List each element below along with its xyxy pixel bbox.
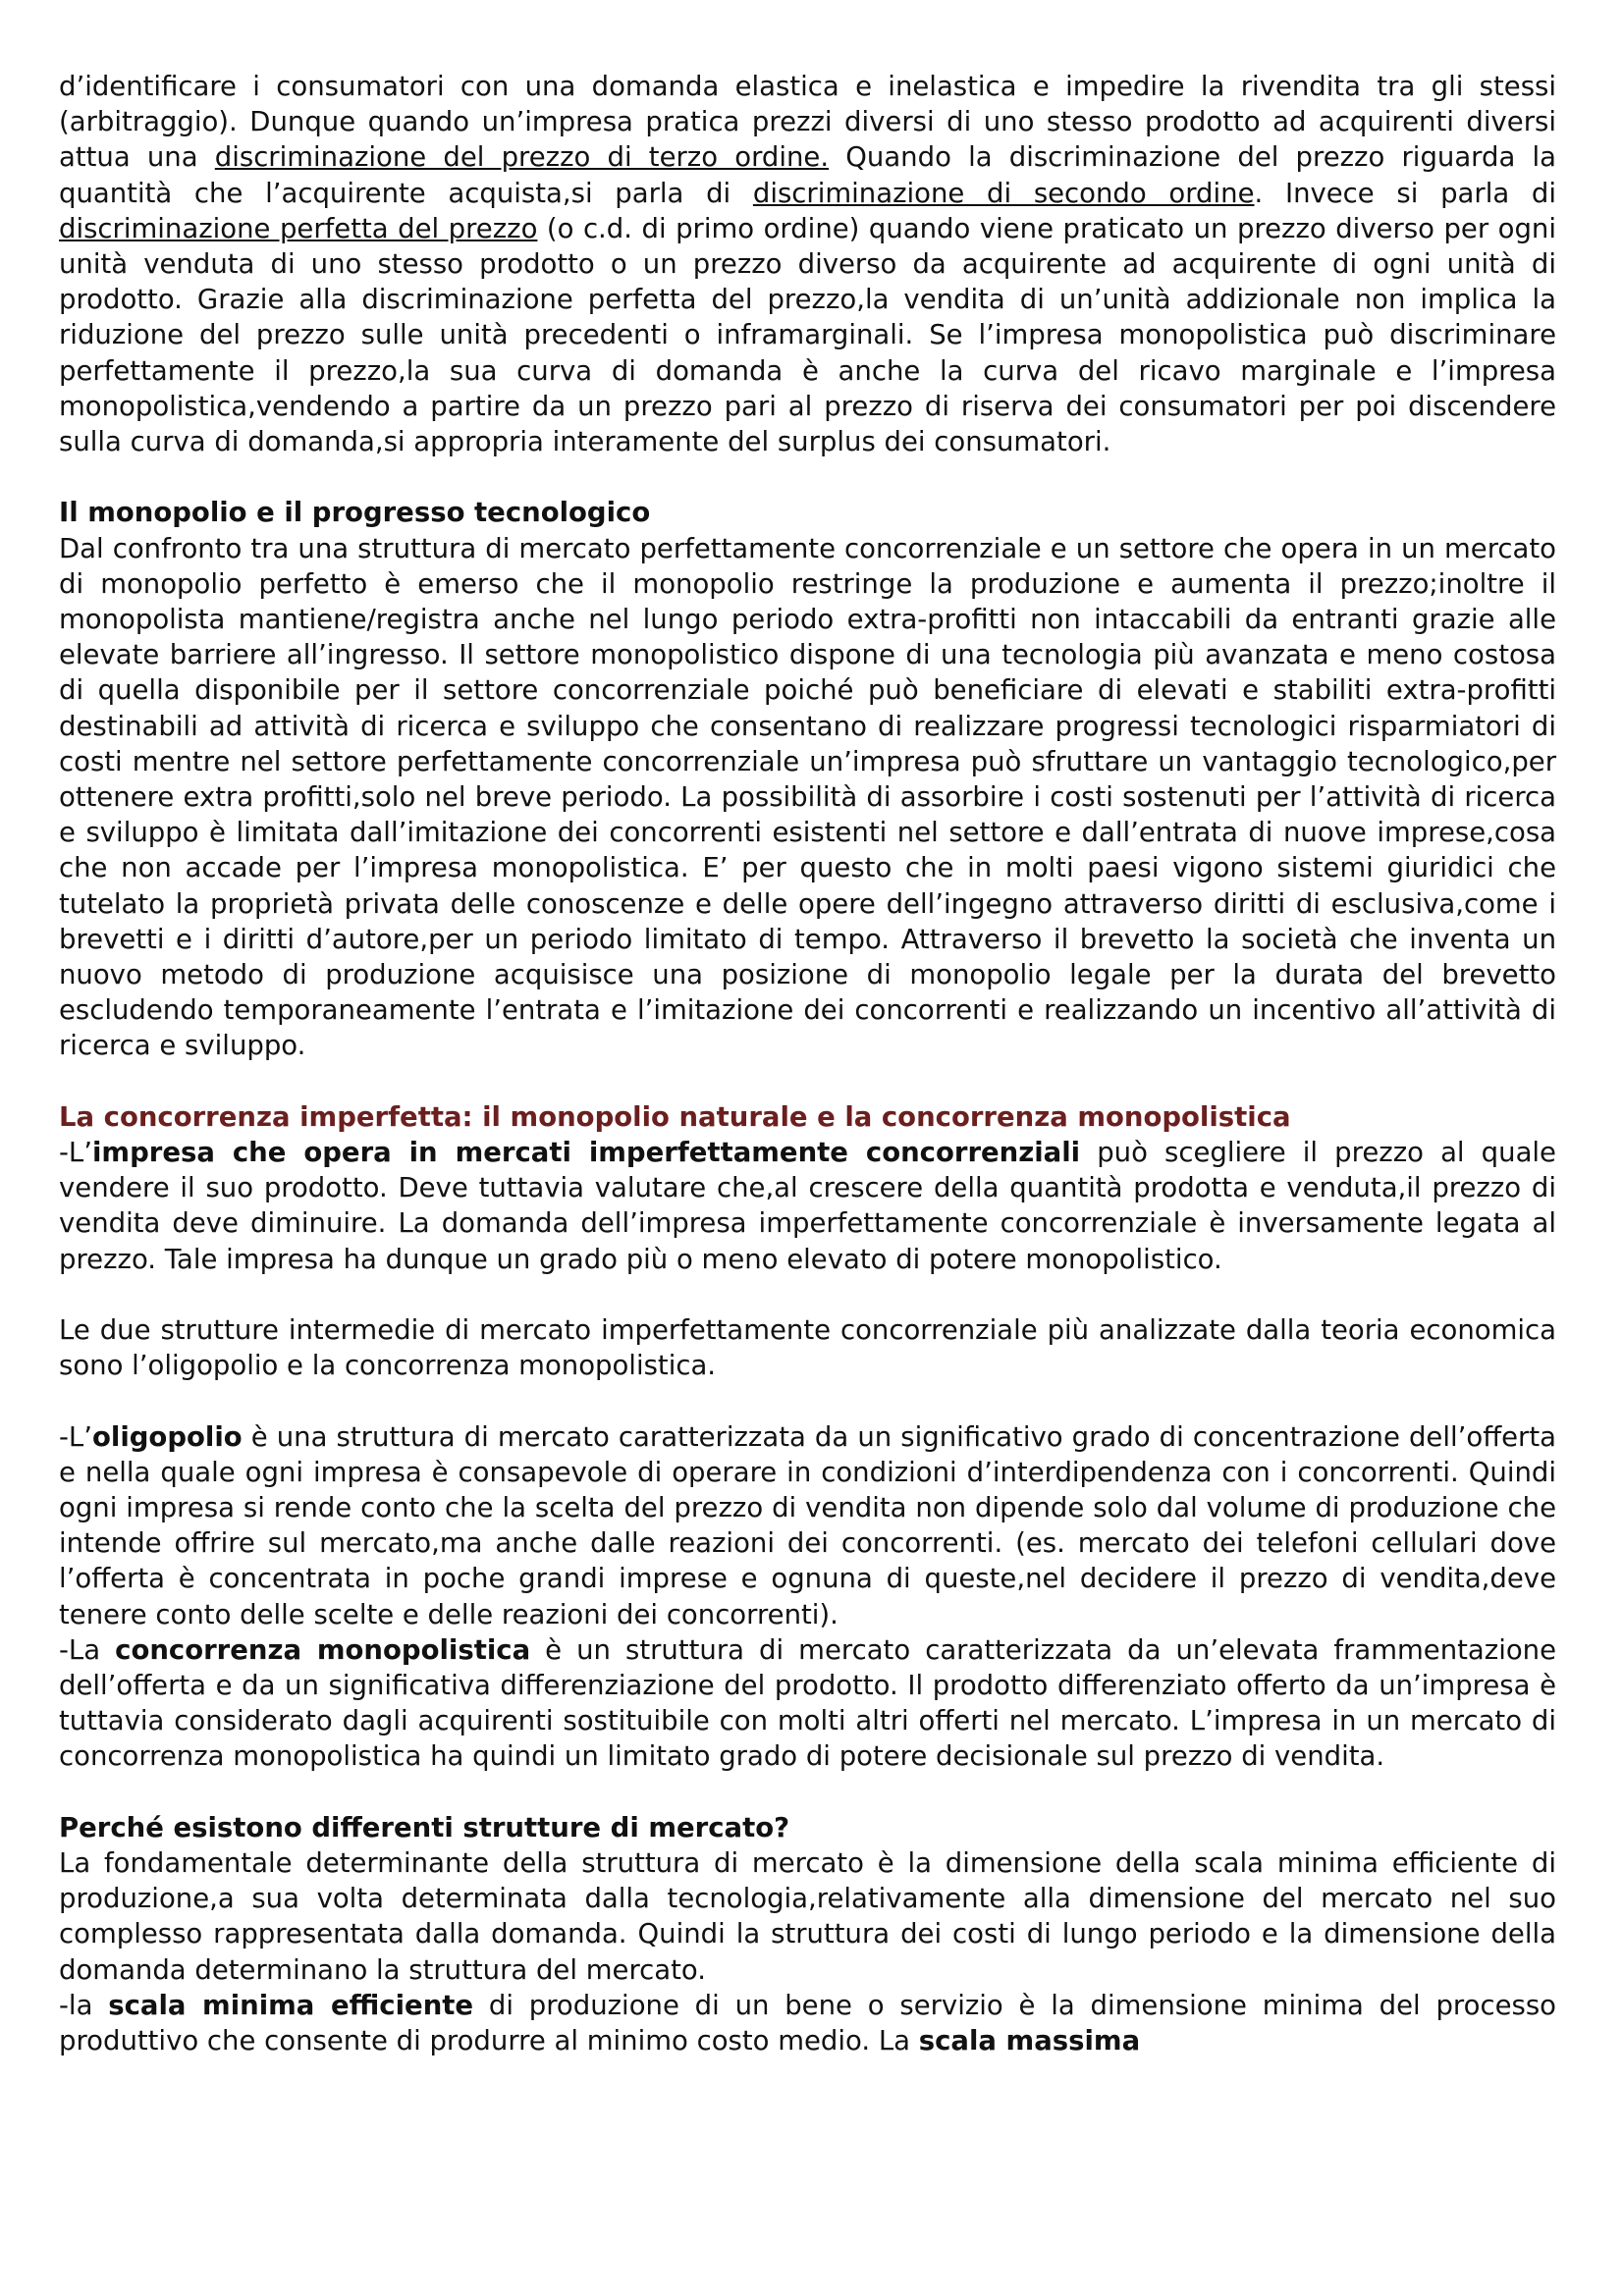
text-run: -L’ — [59, 1420, 92, 1453]
document-page — [59, 69, 1556, 2058]
paragraph-minimum-efficient-scale — [59, 1988, 1556, 2058]
text-run: -La — [59, 1633, 116, 1666]
text-run: (o c.d. di primo ordine) quando viene praticato un prezzo diverso per ogni unità venduta di uno stesso prodotto o un prezzo diverso da acquirente ad acquirente di ogni unità di prodotto. Grazie alla discriminazione perfetta del prezzo,la vendita di un’unità addizionale non implica la riduzione del prezzo sulle unità precedenti o inframarginali. Se l’impresa monopolistica può discriminare perfettamente il prezzo,la sua curva di domanda è anche la curva del ricavo marginale e l’impresa monopolistica,vendendo a partire da un prezzo pari al prezzo di riserva dei consumatori per poi discendere sulla curva di domanda,si appropria interamente del surplus dei consumatori. — [59, 212, 1556, 458]
bold-term-monopolistic-competition: concorrenza monopolistica — [115, 1633, 531, 1666]
bold-term-minimum-efficient-scale: scala minima efficiente — [108, 1989, 474, 2021]
heading-monopoly-technology: Il monopolio e il progresso tecnologico — [59, 497, 651, 529]
underlined-term-third-degree: discriminazione del prezzo di terzo ordine. — [214, 141, 830, 174]
paragraph-market-structure-determinant: La fondamentale determinante della struttura di mercato è la dimensione della scala minima efficiente di produzione,a sua volta determinata dalla tecnologia,relativamente alla dimensione del mercato nel suo complesso rappresentata dalla domanda. Quindi la struttura dei costi di lungo periodo e la dimensione della domanda determinano la struttura del mercato. — [59, 1847, 1556, 1986]
text-run: -la — [59, 1989, 109, 2021]
text-run: -L’ — [59, 1137, 92, 1169]
text-run: è un struttura di mercato caratterizzata da un’elevata frammentazione dell’offerta e da un significativa differenziazione del prodotto. Il prodotto differenziato offerto da un’impresa è tuttavia considerato dagli acquirenti sostituibile con molti altri offerti nel mercato. L’impresa in un mercato di concorrenza monopolistica ha quindi un limitato grado di potere decisionale sul prezzo di vendita. — [59, 1633, 1557, 1773]
underlined-term-perfect-discrimination: discriminazione perfetta del prezzo — [59, 212, 538, 244]
text-run: . Invece si parla di — [1254, 177, 1556, 209]
bold-term-maximum-scale: scala massima — [918, 2025, 1141, 2057]
underlined-term-second-degree: discriminazione di secondo ordine — [752, 177, 1255, 209]
paragraph-monopoly-technology: Dal confronto tra una struttura di mercato perfettamente concorrenziale e un settore che opera in un mercato di monopolio perfetto è emerso che il monopolio restringe la produzione e aumenta il prezzo;inoltre il monopolista mantiene/registra anche nel lungo periodo extra-profitti non intaccabili da entranti grazie alle elevate barriere all’ingresso. Il settore monopolistico dispone di una tecnologia più avanzata e meno costosa di quella disponibile per il settore concorrenziale poiché può beneficiare di elevati e stabiliti extra-profitti destinabili ad attività di ricerca e sviluppo che consentano di realizzare progressi tecnologici risparmiatori di costi mentre nel settore perfettamente concorrenziale un’impresa può sfruttare un vantaggio tecnologico,per ottenere extra profitti,solo nel breve periodo. La possibilità di assorbire i costi sostenuti per l’attività di ricerca e sviluppo è limitata dall’imitazione dei concorrenti esistenti nel settore e dall’entrata di nuove imprese,cosa che non accade per l’impresa monopolistica. E’ per questo che in molti paesi vigono sistemi giuridici che tutelato la proprietà privata delle conoscenze e delle opere dell’ingegno attraverso diritti di esclusiva,come i brevetti e i diritti d’autore,per un periodo limitato di tempo. Attraverso il brevetto la società che inventa un nuovo metodo di produzione acquisisce una posizione di monopolio legale per la durata del brevetto escludendo temporaneamente l’entrata e l’imitazione dei concorrenti e realizzando un incentivo all’attività di ricerca e sviluppo. — [59, 532, 1556, 1062]
paragraph-spacer — [59, 1277, 1556, 1312]
bold-term-imperfect-firm: impresa che opera in mercati imperfettamente concorrenziali — [92, 1137, 1081, 1169]
paragraph-spacer — [59, 1064, 1556, 1099]
paragraph-price-discrimination — [59, 69, 1556, 459]
text-run: di produzione di un bene o servizio è la dimensione minima del processo produttivo che consente di produrre al minimo costo medio. La — [59, 1989, 1556, 2057]
paragraph-monopolistic-competition — [59, 1632, 1556, 1775]
text-run: è una struttura di mercato caratterizzata da un significativo grado di concentrazione dell’offerta e nella quale ogni impresa è consapevole di operare in condizioni d’interdipendenza con i concorrenti. Quindi ogni impresa si rende conto che la scelta del prezzo di vendita non dipende solo dal volume di produzione che intende offrire sul mercato,ma anche dalle reazioni dei concorrenti. (es. mercato dei telefoni cellulari dove l’offerta è concentrata in poche grandi imprese e ognuna di queste,nel decidere il prezzo di vendita,deve tenere conto delle scelte e delle reazioni dei concorrenti). — [59, 1420, 1556, 1630]
text-run: Quando la discriminazione del prezzo riguarda la quantità che l’acquirente acquista,si parla di — [59, 141, 1556, 209]
text-run: può scegliere il prezzo al quale vendere il suo prodotto. Deve tuttavia valutare che,al crescere della quantità prodotta e venduta,il prezzo di vendita deve diminuire. La domanda dell’impresa imperfettamente concorrenziale è inversamente legata al prezzo. Tale impresa ha dunque un grado più o meno elevato di potere monopolistico. — [59, 1137, 1556, 1275]
paragraph-spacer — [59, 459, 1556, 495]
paragraph-intermediate-structures: Le due strutture intermedie di mercato imperfettamente concorrenziale più analizzate dalla teoria economica sono l’oligopolio e la concorrenza monopolistica. — [59, 1314, 1556, 1382]
text-run: d’identificare i consumatori con una domanda elastica e inelastica e impedire la rivendita tra gli stessi (arbitraggio). Dunque quando un’impresa pratica prezzi diversi di uno stesso prodotto ad acquirenti diversi attua una — [59, 71, 1556, 174]
heading-market-structures: Perché esistono differenti strutture di mercato? — [59, 1811, 790, 1843]
paragraph-imperfect-firm — [59, 1135, 1556, 1277]
heading-imperfect-competition: La concorrenza imperfetta: il monopolio naturale e la concorrenza monopolistica — [59, 1100, 1291, 1133]
paragraph-oligopoly — [59, 1419, 1556, 1632]
bold-term-oligopoly: oligopolio — [92, 1420, 243, 1453]
paragraph-spacer — [59, 1383, 1556, 1418]
paragraph-spacer — [59, 1775, 1556, 1810]
